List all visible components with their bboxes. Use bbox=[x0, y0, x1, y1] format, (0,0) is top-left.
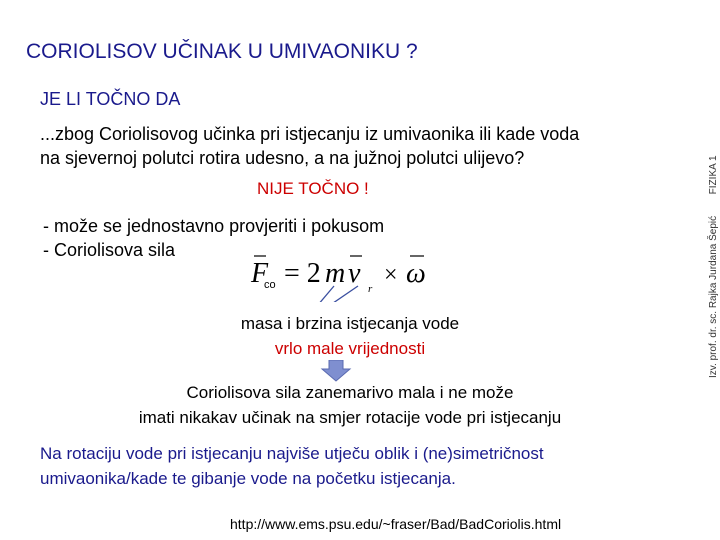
side-author: Izv. prof. dr. sc. Rajka Jurdana Šepić bbox=[708, 215, 719, 378]
conclusion-line-2: imati nikakav učinak na smjer rotacije vode pri istjecanju bbox=[138, 408, 562, 427]
side-credit bbox=[708, 118, 719, 378]
formula-f: F bbox=[251, 258, 269, 289]
slide-subtitle: JE LI TOČNO DA bbox=[40, 89, 181, 109]
conclusion-text bbox=[0, 380, 700, 430]
question-text bbox=[40, 122, 579, 170]
down-arrow-icon bbox=[320, 360, 352, 382]
formula-omega: ω bbox=[406, 258, 426, 289]
conclusion-line-1: Coriolisova sila zanemarivo mala i ne može bbox=[186, 383, 514, 402]
bullet-item-test: - može se jednostavno provjeriti i pokusom bbox=[43, 216, 385, 236]
question-line-1: ...zbog Coriolisovog učinka pri istjecanju iz umivaonika ili kade voda bbox=[40, 124, 580, 144]
formula-equals-two: = 2 bbox=[284, 258, 321, 289]
formula-v: v bbox=[348, 258, 361, 289]
formula-sub-r: r bbox=[368, 283, 373, 295]
answer-text: NIJE TOČNO ! bbox=[257, 179, 369, 198]
bullet-item-coriolis: - Coriolisova sila bbox=[43, 240, 176, 260]
formula-times: × bbox=[384, 262, 398, 288]
coriolis-formula bbox=[246, 250, 442, 302]
slide-title: CORIOLISOV UČINAK U UMIVAONIKU ? bbox=[26, 40, 418, 63]
explanation-text bbox=[0, 311, 700, 361]
note-line-2: umivaonika/kade te gibanje vode na početku istjecanja. bbox=[40, 469, 456, 488]
note-text bbox=[40, 441, 544, 491]
side-course: FIZIKA 1 bbox=[708, 155, 719, 195]
note-line-1: Na rotaciju vode pri istjecanju najviše utječu oblik i (ne)simetričnost bbox=[40, 444, 544, 463]
source-link[interactable]: http://www.ems.psu.edu/~fraser/Bad/BadCoriolis.html bbox=[230, 516, 562, 532]
formula-sub-co: co bbox=[264, 279, 276, 291]
question-line-2: na sjevernoj polutci rotira udesno, a na južnoj polutci ulijevo? bbox=[40, 148, 525, 168]
explanation-line-1: masa i brzina istjecanja vode bbox=[240, 314, 460, 333]
explanation-line-2: vrlo male vrijednosti bbox=[274, 339, 426, 358]
formula-m: m bbox=[325, 258, 346, 289]
